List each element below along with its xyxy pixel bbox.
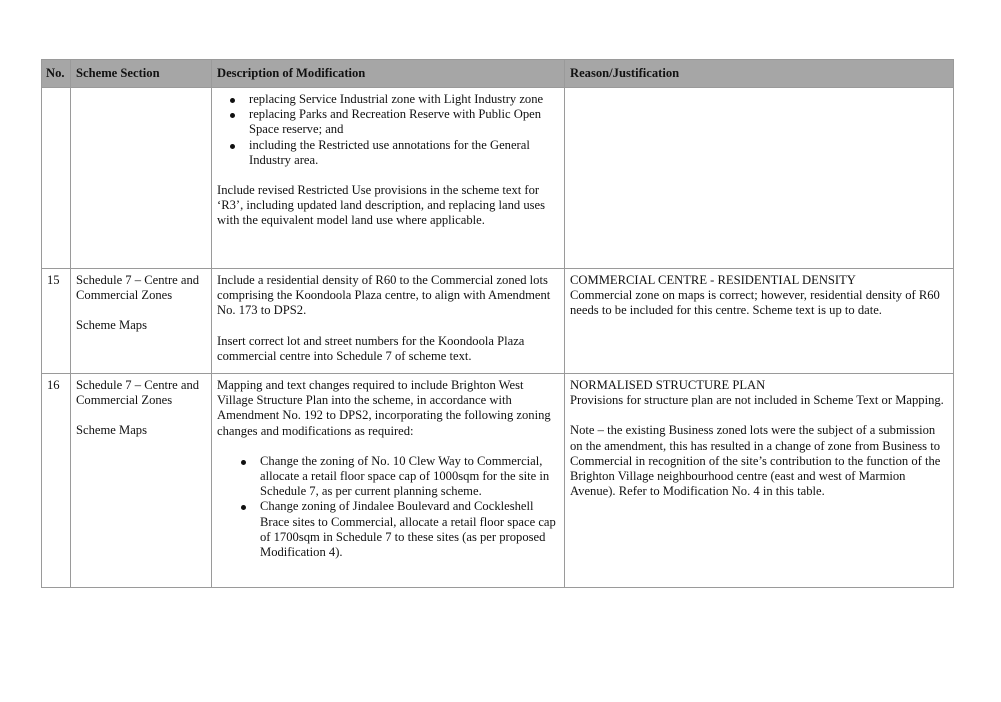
row-scheme-section xyxy=(71,269,212,374)
row-no xyxy=(42,88,71,269)
reason-heading: NORMALISED STRUCTURE PLAN xyxy=(570,378,766,392)
description-paragraph: Insert correct lot and street numbers for the Koondoola Plaza commercial centre into Schedule 7 of scheme text. xyxy=(217,333,525,363)
row-reason xyxy=(565,269,954,374)
description-paragraph: Include revised Restricted Use provisions in the scheme text for ‘R3’, including updated land description, and replacing land uses with the equivalent model land use where applicable. xyxy=(217,183,546,228)
header-description: Description of Modification xyxy=(212,60,565,88)
row-no: 16 xyxy=(42,374,71,588)
row-description xyxy=(212,374,565,588)
list-item: Change the zoning of No. 10 Clew Way to Commercial, allocate a retail floor space cap of 1000sqm for the site in Schedule 7, as per current planning scheme. xyxy=(260,454,559,500)
row-no: 15 xyxy=(42,269,71,374)
row-reason xyxy=(565,88,954,269)
section-name: Schedule 7 – Centre and Commercial Zones xyxy=(76,273,200,303)
row-description xyxy=(212,269,565,374)
table-row xyxy=(42,88,954,269)
section-maps: Scheme Maps xyxy=(76,423,147,438)
reason-text: Provisions for structure plan are not included in Scheme Text or Mapping. xyxy=(570,393,944,408)
modifications-table xyxy=(41,59,954,588)
header-no: No. xyxy=(42,60,71,88)
section-name: Schedule 7 – Centre and Commercial Zones xyxy=(76,378,200,408)
table-header-row xyxy=(42,60,954,88)
description-paragraph: Mapping and text changes required to include Brighton West Village Structure Plan into the scheme, in accordance with Amendment No. 192 to DPS2, incorporating the following zoning changes and modifications as required: xyxy=(217,378,551,438)
list-item: Change zoning of Jindalee Boulevard and Cockleshell Brace sites to Commercial, allocate a retail floor space cap of 1700sqm in Schedule 7 to these sites (as per proposed Modification 4). xyxy=(260,499,559,560)
row-description xyxy=(212,88,565,269)
list-item: including the Restricted use annotations for the General Industry area. xyxy=(249,138,559,168)
reason-text: Commercial zone on maps is correct; however, residential density of R60 needs to be included for this centre. Scheme text is up to date. xyxy=(570,288,940,318)
reason-note: Note – the existing Business zoned lots were the subject of a submission on the amendment, this has resulted in a change of zone from Business to Commercial in recognition of the site’s contribution to the function of the Brighton Village neighbourhood centre (east and west of Marmion Avenue). Refer to Modification No. 4 in this table. xyxy=(570,423,941,499)
table-row xyxy=(42,374,954,588)
description-bullet-list xyxy=(217,92,559,168)
description-bullet-list xyxy=(217,454,559,560)
header-scheme-section: Scheme Section xyxy=(71,60,212,88)
list-item: replacing Parks and Recreation Reserve with Public Open Space reserve; and xyxy=(249,107,559,137)
header-reason: Reason/Justification xyxy=(565,60,954,88)
reason-heading: COMMERCIAL CENTRE - RESIDENTIAL DENSITY xyxy=(570,273,856,287)
row-scheme-section xyxy=(71,374,212,588)
row-reason xyxy=(565,374,954,588)
list-item: replacing Service Industrial zone with Light Industry zone xyxy=(249,92,559,107)
section-maps: Scheme Maps xyxy=(76,318,147,333)
row-scheme-section xyxy=(71,88,212,269)
description-paragraph: Include a residential density of R60 to the Commercial zoned lots comprising the Koondoola Plaza centre, to align with Amendment No. 173 to DPS2. xyxy=(217,273,551,318)
table-row xyxy=(42,269,954,374)
